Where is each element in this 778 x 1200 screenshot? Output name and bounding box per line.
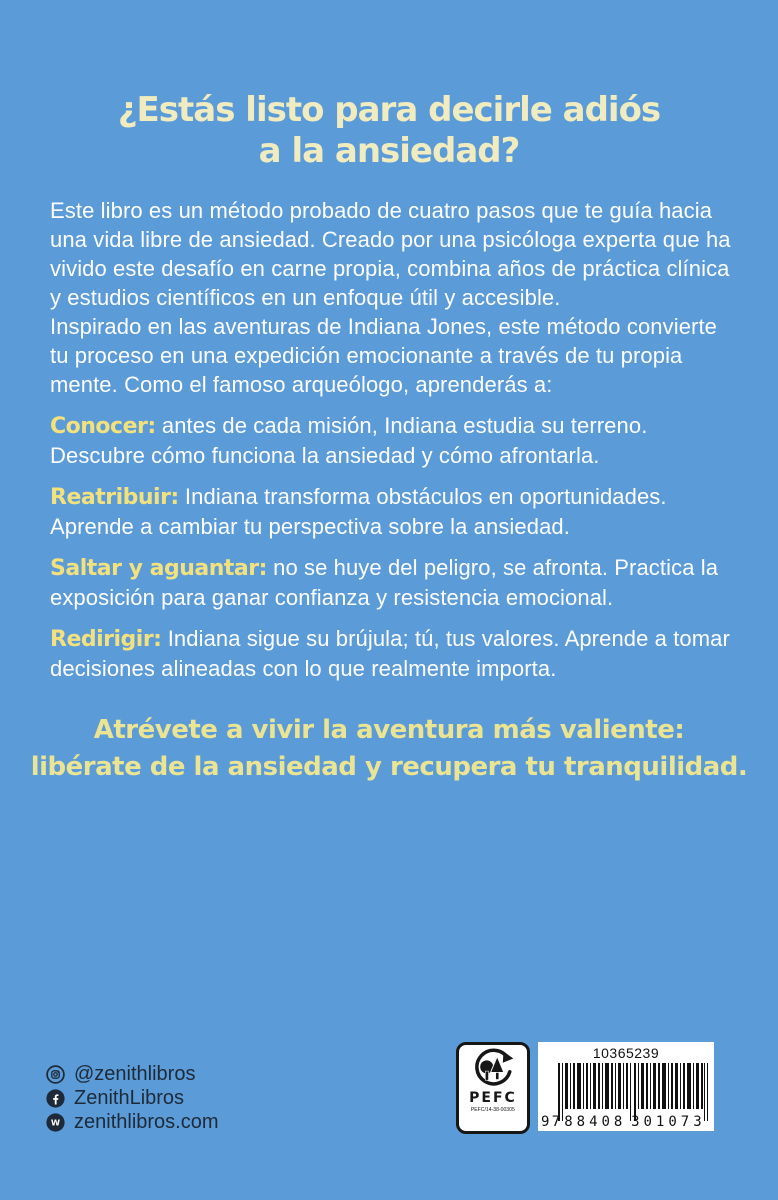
social-row-web xyxy=(46,1110,219,1134)
step-conocer-text: antes de cada misión, Indiana estudia su terreno. Descubre cómo funciona la ansiedad y cómo afrontarla. xyxy=(50,413,648,468)
isbn-group-2: 301073 xyxy=(631,1114,706,1130)
step-conocer-lead: Conocer: xyxy=(50,414,156,439)
step-saltar-lead: Saltar y aguantar: xyxy=(50,556,267,581)
step-reatribuir-text: Indiana transforma obstáculos en oportunidades. Aprende a cambiar tu perspectiva sobre la ansiedad. xyxy=(50,484,667,539)
isbn-lead-digit: 9 xyxy=(541,1114,550,1130)
step-reatribuir-lead: Reatribuir: xyxy=(50,485,179,510)
instagram-handle: @zenithlibros xyxy=(74,1062,196,1085)
step-redirigir xyxy=(50,624,732,683)
isbn-group-1: 788408 xyxy=(551,1114,627,1130)
title-line-2: a la ansiedad? xyxy=(258,131,520,171)
isbn-digits xyxy=(541,1115,708,1129)
instagram-icon xyxy=(46,1065,65,1084)
step-redirigir-text: Indiana sigue su brújula; tú, tus valores. Aprende a tomar decisiones alineadas con lo que realmente importa. xyxy=(50,626,730,681)
title-line-1: ¿Estás listo para decirle adiós xyxy=(117,90,661,130)
closing-line-1: Atrévete a vivir la aventura más valiente: xyxy=(93,715,685,745)
isbn-barcode xyxy=(538,1042,714,1131)
body-copy xyxy=(50,196,732,683)
pefc-code: PEFC/14-38-00305 xyxy=(471,1107,515,1113)
intro-paragraph-2: Inspirado en las aventuras de Indiana Jones, este método convierte tu proceso en una expedición emocionante a través de tu propia mente. Como el famoso arqueólogo, aprenderás a: xyxy=(50,314,718,397)
pefc-logo-icon xyxy=(470,1048,516,1090)
web-icon xyxy=(46,1113,65,1132)
website-url: zenithlibros.com xyxy=(74,1110,219,1133)
social-links xyxy=(46,1062,219,1134)
closing-line-2: libérate de la ansiedad y recupera tu tranquilidad. xyxy=(30,752,748,782)
facebook-icon xyxy=(46,1089,65,1108)
step-conocer xyxy=(50,411,732,470)
pefc-wordmark: PEFC xyxy=(469,1090,517,1106)
facebook-handle: ZenithLibros xyxy=(74,1086,185,1109)
step-redirigir-lead: Redirigir: xyxy=(50,627,162,652)
step-saltar-text: no se huye del peligro, se afronta. Practica la exposición para ganar confianza y resistencia emocional. xyxy=(50,555,719,610)
step-reatribuir xyxy=(50,482,732,541)
page-title xyxy=(0,90,778,172)
closing-tagline xyxy=(0,712,778,786)
pefc-label xyxy=(456,1042,530,1134)
social-row-facebook xyxy=(46,1086,219,1110)
svg-text:W: W xyxy=(50,1117,61,1128)
step-saltar xyxy=(50,553,732,612)
intro-paragraph-1: Este libro es un método probado de cuatro pasos que te guía hacia una vida libre de ansiedad. Creado por una psicóloga experta que ha vivido este desafío en carne propia, combina años de práctica clínica y estudios científicos en un enfoque útil y accesible. xyxy=(50,198,731,310)
social-row-instagram xyxy=(46,1062,219,1086)
barcode-top-number: 10365239 xyxy=(592,1045,660,1061)
